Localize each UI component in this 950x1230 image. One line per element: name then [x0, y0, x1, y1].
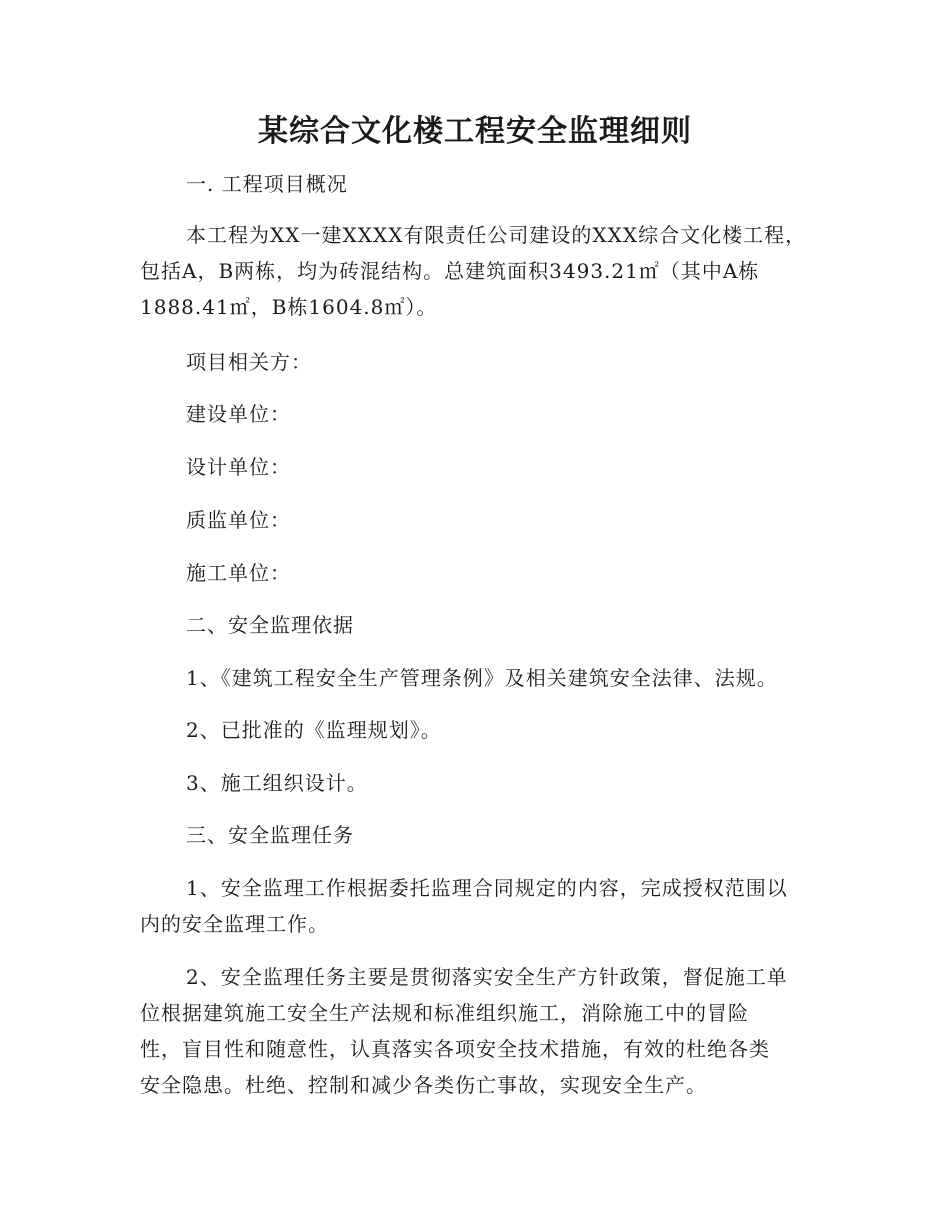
basis-item-text: 3、施工组织设计。 — [186, 771, 368, 795]
parties-heading — [140, 344, 810, 380]
section-heading-tasks — [140, 817, 810, 853]
party-quality-supervisor — [140, 502, 810, 538]
overview-line-1: 本工程为XX一建XXXX有限责任公司建设的XXX综合文化楼工程， — [186, 223, 807, 247]
party-constructor-label: 施工单位： — [186, 561, 291, 585]
task-paragraph-2 — [140, 959, 810, 1103]
basis-item-1 — [140, 660, 810, 696]
basis-item-text: 2、已批准的《监理规划》。 — [186, 718, 442, 742]
party-designer — [140, 449, 810, 485]
document-title: 某综合文化楼工程安全监理细则 — [258, 114, 692, 149]
overview-line-3: 1888.41㎡，B栋1604.8㎡）。 — [140, 295, 438, 319]
party-designer-label: 设计单位： — [186, 455, 291, 479]
overview-line-2: 包括A，B两栋，均为砖混结构。总建筑面积3493.21㎡（其中A栋 — [140, 259, 760, 283]
section-heading-text: 一. 工程项目概况 — [186, 172, 348, 196]
basis-item-3 — [140, 765, 810, 801]
party-builder-label: 建设单位： — [186, 402, 291, 426]
party-builder — [140, 396, 810, 432]
section-heading-text: 二、安全监理依据 — [186, 613, 354, 637]
task1-line-2: 内的安全监理工作。 — [140, 912, 329, 936]
section-heading-overview — [140, 166, 810, 202]
task-paragraph-1 — [140, 870, 810, 942]
parties-heading-text: 项目相关方： — [186, 350, 312, 374]
basis-item-2 — [140, 712, 810, 748]
section-heading-text: 三、安全监理任务 — [186, 823, 354, 847]
task2-line-3: 性，盲目性和随意性，认真落实各项安全技术措施，有效的杜绝各类 — [140, 1037, 770, 1061]
party-constructor — [140, 555, 810, 591]
section-heading-basis — [140, 607, 810, 643]
basis-item-text: 1、《建筑工程安全生产管理条例》及相关建筑安全法律、法规。 — [186, 666, 778, 690]
task1-line-1: 1、安全监理工作根据委托监理合同规定的内容，完成授权范围以 — [186, 876, 788, 900]
task2-line-1: 2、安全监理任务主要是贯彻落实安全生产方针政策，督促施工单 — [186, 965, 788, 989]
task2-line-4: 安全隐患。杜绝、控制和减少各类伤亡事故，实现安全生产。 — [140, 1073, 707, 1097]
task2-line-2: 位根据建筑施工安全生产法规和标准组织施工，消除施工中的冒险 — [140, 1001, 749, 1025]
party-quality-supervisor-label: 质监单位： — [186, 508, 291, 532]
overview-paragraph — [140, 217, 810, 325]
